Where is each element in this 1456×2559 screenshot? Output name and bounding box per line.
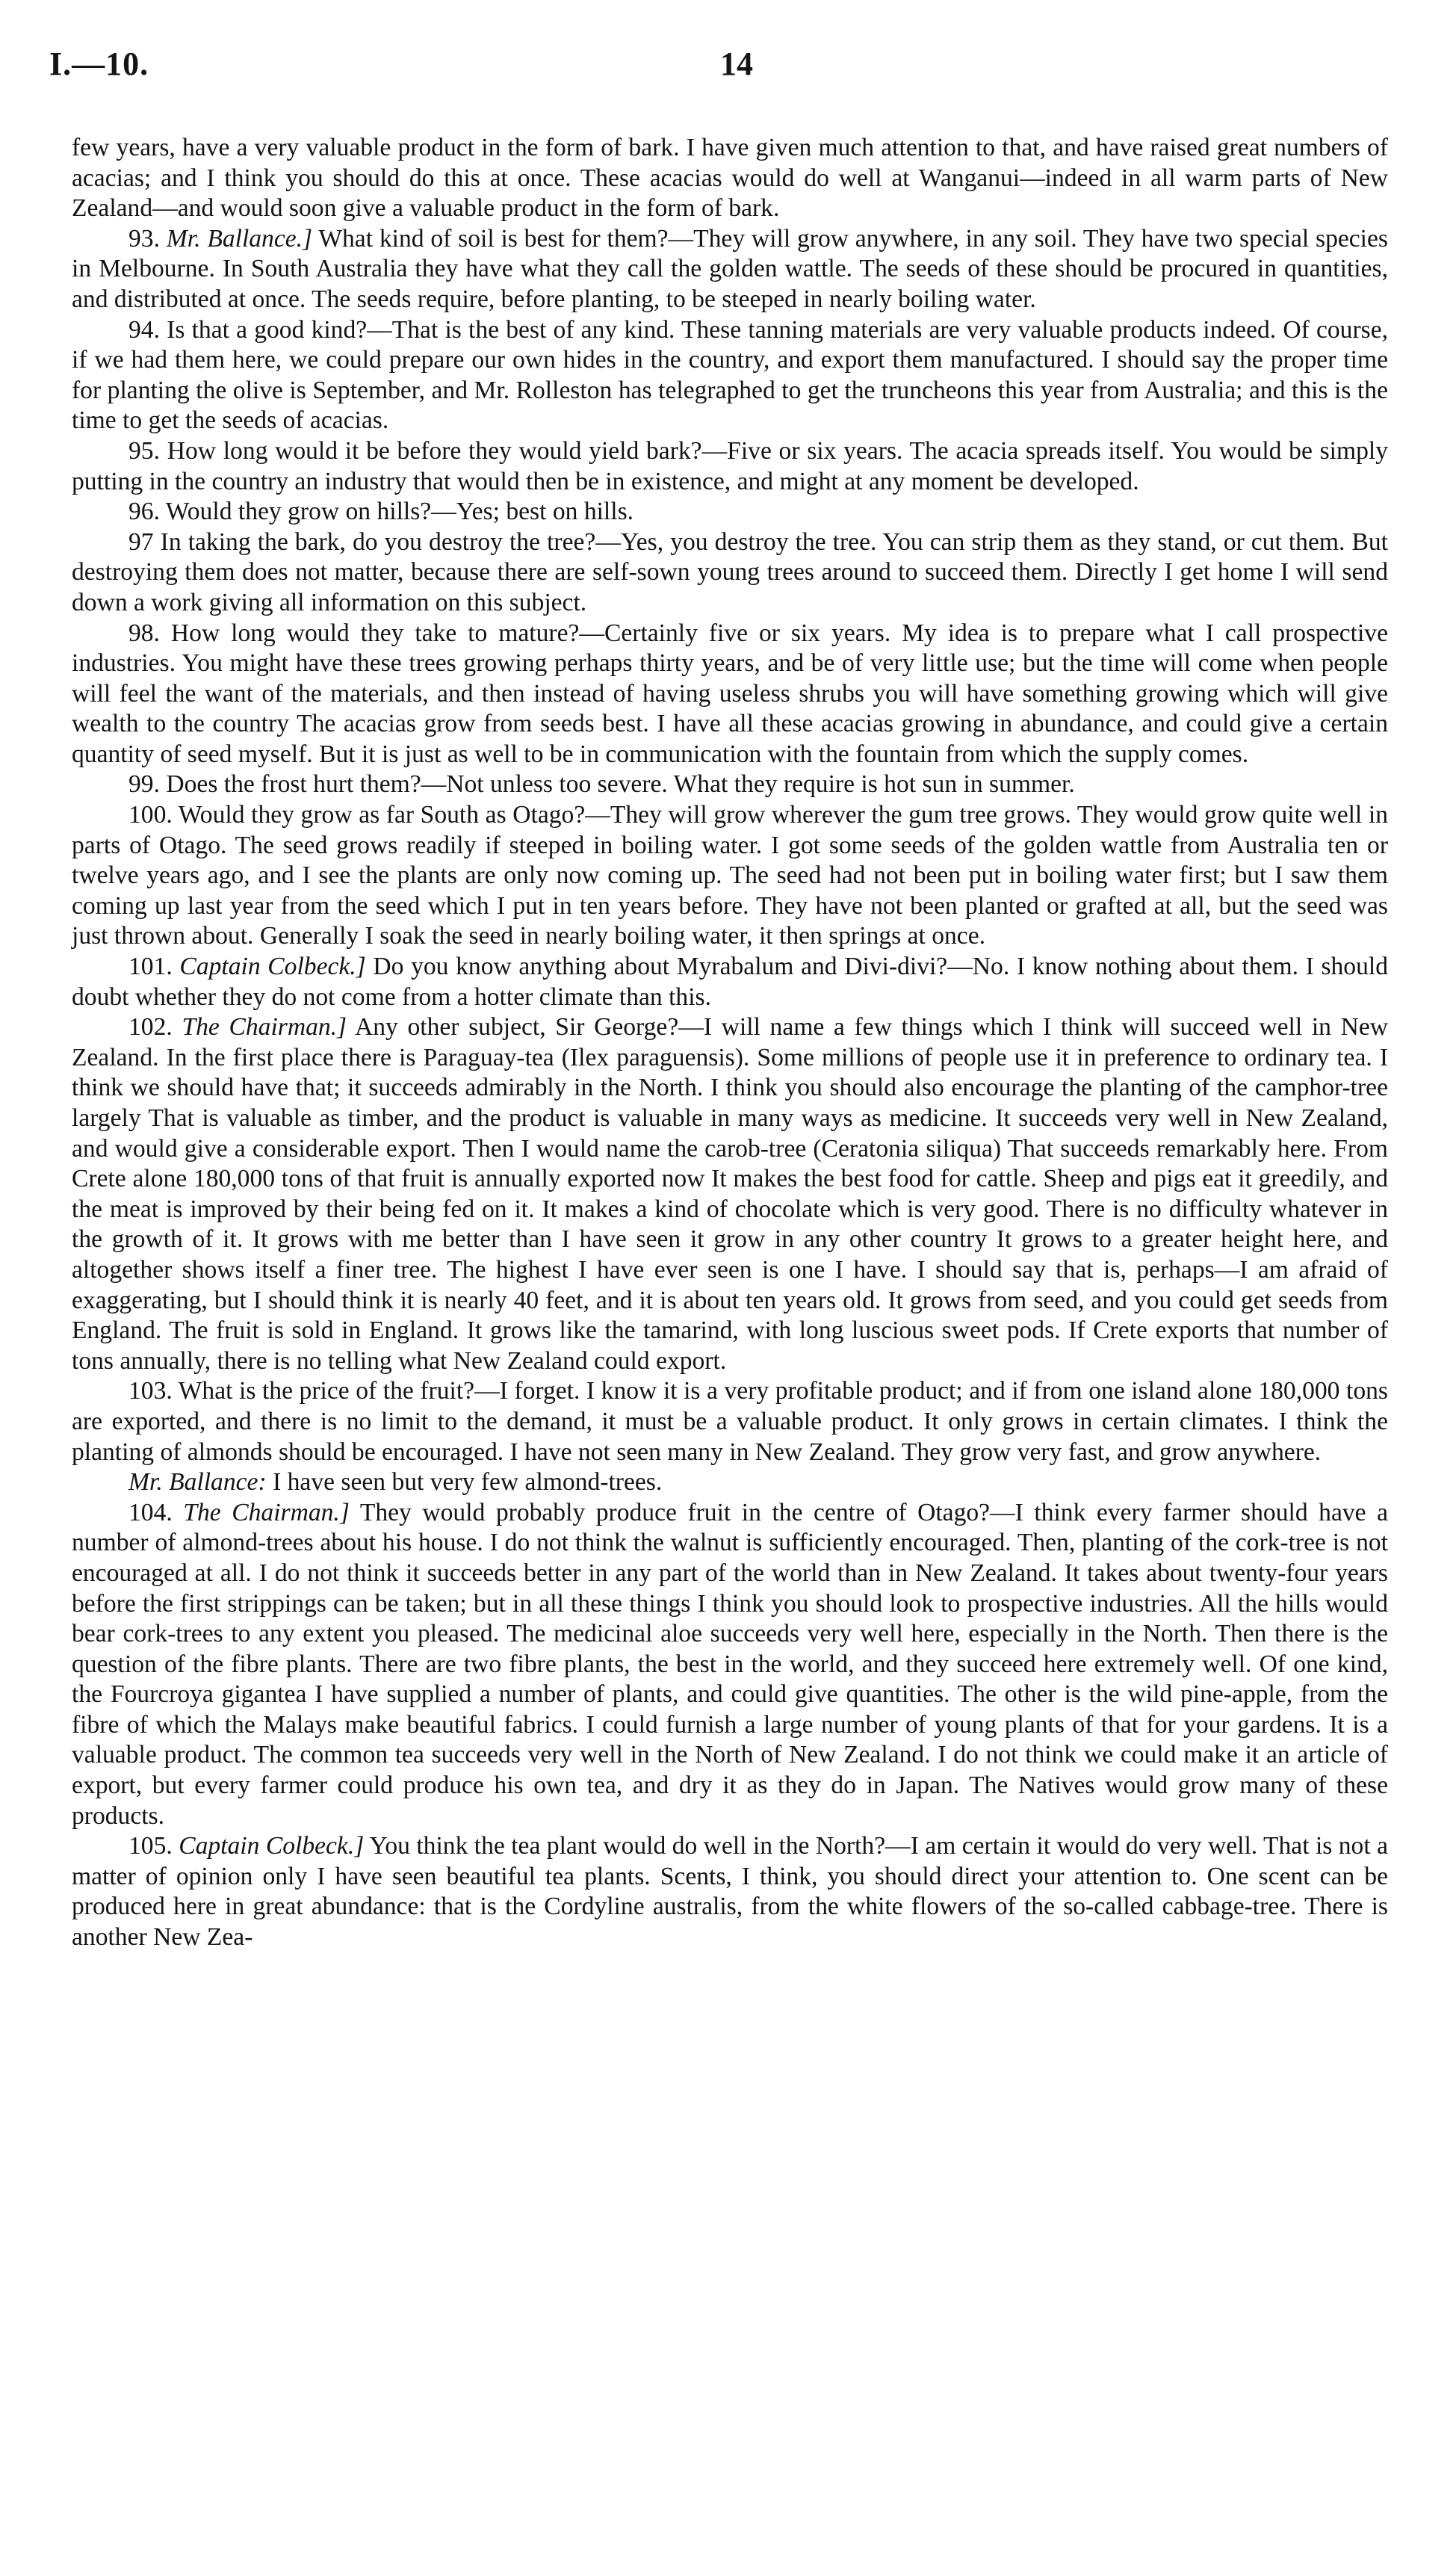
question-number: 94. [128,315,160,344]
paragraph-text: What kind of soil is best for them?—They will grow anywhere, in any soil. They have two special species in Melbourne. In South Australia they have what they call the golden wattle. The seeds of these should be procured in quantities, and distributed at once. The seeds require, before planting, to be steeped in nearly boiling water. [72,224,1388,313]
paragraph-95 [72,436,1388,497]
paragraph-103 [72,1376,1388,1467]
paragraph-text: What is the price of the fruit?—I forget. I know it is a very profitable product; and if from one island alone 180,000 tons are exported, and there is no limit to the demand, it must be a valuable product. It only grows in certain climates. I think the planting of almonds should be encouraged. I have not seen many in New Zealand. They grow very fast, and grow anywhere. [72,1377,1388,1466]
speaker: Captain Colbeck.] [179,953,366,981]
page-header [49,45,1394,90]
paragraph-text: I have seen but very few almond-trees. [273,1468,663,1497]
paragraph-text: Does the frost hurt them?—Not unless too severe. What they require is hot sun in summer. [166,770,1075,799]
document-reference: I.—10. [49,46,149,82]
paragraph-text: Any other subject, Sir George?—I will name a few things which I think will succeed well in New Zealand. In the first place there is Paraguay-tea (Ilex paraguensis). Some millions of people use it in preference to ordinary tea. I think we should have that; it succeeds admirably in the North. I think you should also encourage the planting of the camphor-tree largely That is valuable as timber, and the product is valuable in many ways as medicine. It succeeds very well in New Zealand, and would give a considerable export. Then I would name the carob-tree (Ceratonia siliqua) That succeeds remarkably here. From Crete alone 180,000 tons of that fruit is annually exported now It makes the best food for cattle. Sheep and pigs eat it greedily, and the meat is improved by their being fed on it. It makes a kind of chocolate which is very good. There is no difficulty whatever in the growth of it. It grows with me better than I have seen it grow in any other country It grows to a greater height here, and altogether shows itself a finer tree. The highest I have ever seen is one I have. I should say that is, perhaps—I am afraid of exaggerating, but I should think it is nearly 40 feet, and it is about ten years old. It grows from seed, and you could get seeds from England. The fruit is sold in England. It grows like the tamarind, with long luscious sweet pods. If Crete exports that number of tons annually, there is no telling what New Zealand could export. [72,1013,1389,1375]
paragraph-93 [72,224,1388,315]
paragraph-text: You think the tea plant would do well in the North?—I am certain it would do very well. That is not a matter of opinion only I have seen beautiful tea plants. Scents, I think, you should direct your attention to. One scent can be produced here in great abundance: that is the Cordyline australis, from the white flowers of the so-called cabbage-tree. There is another New Zea- [72,1832,1388,1952]
paragraph-text: In taking the bark, do you destroy the tree?—Yes, you destroy the tree. You can strip them as they stand, or cut them. But destroying them does not matter, because there are self-sown young trees around to succeed them. Directly I get home I will send down a work giving all information on this subject. [72,527,1388,616]
paragraph-100 [72,800,1388,952]
paragraph-101 [72,952,1388,1012]
paragraph-text: Do you know anything about Myrabalum and Divi-divi?—No. I know nothing about them. I should doubt whether they do not come from a hotter climate than this. [72,953,1389,1011]
speaker: Captain Colbeck.] [179,1832,365,1860]
paragraph-97 [72,527,1388,619]
question-number: 104. [128,1498,173,1526]
paragraph-104 [72,1498,1388,1832]
paragraph-text: Would they grow on hills?—Yes; best on hills. [165,498,634,526]
paragraph-94 [72,315,1388,436]
paragraph-text: How long would they take to mature?—Certainly five or six years. My idea is to prepare what I call prospective industries. You might have these trees growing perhaps thirty years, and be of very little use; but the time will come when people will feel the want of the materials, and then instead of having useless shrubs you will have something growing which will give wealth to the country The acacias grow from seeds best. I have all these acacias growing in abundance, and could give a certain quantity of seed myself. But it is just as well to be in communication with the fountain from which the supply comes. [72,619,1388,768]
paragraph-98 [72,619,1388,770]
paragraph-continued [72,133,1388,224]
page-number: 14 [720,46,753,82]
paragraph-99 [72,770,1388,800]
paragraph-text: few years, have a very valuable product in the form of bark. I have given much attention to that, and have raised great numbers of acacias; and I think you should do this at once. These acacias would do well at Wanganui—indeed in all warm parts of New Zealand—and would soon give a valuable product in the form of bark. [72,134,1388,223]
question-number: 103. [128,1377,173,1405]
paragraph-text: Is that a good kind?—That is the best of any kind. These tanning materials are very valuable products indeed. Of course, if we had them here, we could prepare our own hides in the country, and export them manufactured. I should say the proper time for planting the olive is September, and Mr. Rolleston has telegraphed to get the truncheons this year from Australia; and this is the time to get the seeds of acacias. [72,315,1388,435]
question-number: 98. [128,619,160,647]
question-number: 97 [128,527,154,556]
question-number: 93. [128,224,160,253]
question-number: 96. [128,498,160,526]
speaker: Mr. Ballance: [128,1468,267,1497]
paragraph-105 [72,1831,1388,1952]
question-number: 102. [128,1013,173,1042]
question-number: 95. [128,436,160,465]
speaker: The Chairman.] [183,1498,350,1526]
question-number: 105. [128,1832,173,1860]
page-body [72,133,1388,1953]
speaker: Mr. Ballance.] [166,224,313,253]
paragraph-text: They would probably produce fruit in the centre of Otago?—I think every farmer should have a number of almond-trees about his house. I do not think the walnut is sufficiently encouraged. Then, planting of the cork-tree is not encouraged at all. I do not think it succeeds better in any part of the world than in New Zealand. It takes about twenty-four years before the first strippings can be taken; but in all these things I think you should look to prospective industries. All the hills would bear cork-trees to any extent you pleased. The medicinal aloe succeeds very well here, especially in the North. Then there is the question of the fibre plants. There are two fibre plants, the best in the world, and they succeed here extremely well. Of one kind, the Fourcroya gigantea I have supplied a number of plants, and could give quantities. The other is the wild pine-apple, from the fibre of which the Malays make beautiful fabrics. I could furnish a large number of young plants of that for your gardens. It is a valuable product. The common tea succeeds very well in the North of New Zealand. I do not think we could make it an article of export, but every farmer could produce his own tea, and dry it as they do in Japan. The Natives would grow many of these products. [72,1498,1388,1830]
speaker: The Chairman.] [182,1013,347,1042]
paragraph-96 [72,497,1388,527]
paragraph-text: How long would it be before they would yield bark?—Five or six years. The acacia spreads itself. You would be simply putting in the country an industry that would then be in existence, and might at any moment be developed. [72,436,1388,495]
paragraph-interjection [72,1467,1388,1498]
paragraph-text: Would they grow as far South as Otago?—They will grow wherever the gum tree grows. They would grow quite well in parts of Otago. The seed grows readily if steeped in boiling water. I got some seeds of the golden wattle from Australia ten or twelve years ago, and I see the plants are only now coming up. The seed had not been put in boiling water first; but I saw them coming up last year from the seed which I put in ten years before. They have not been planted or grafted at all, but the seed was just thrown about. Generally I soak the seed in nearly boiling water, it then springs at once. [72,801,1388,950]
question-number: 101. [128,953,173,981]
question-number: 100. [128,801,173,829]
question-number: 99. [128,770,160,799]
paragraph-102 [72,1012,1388,1376]
